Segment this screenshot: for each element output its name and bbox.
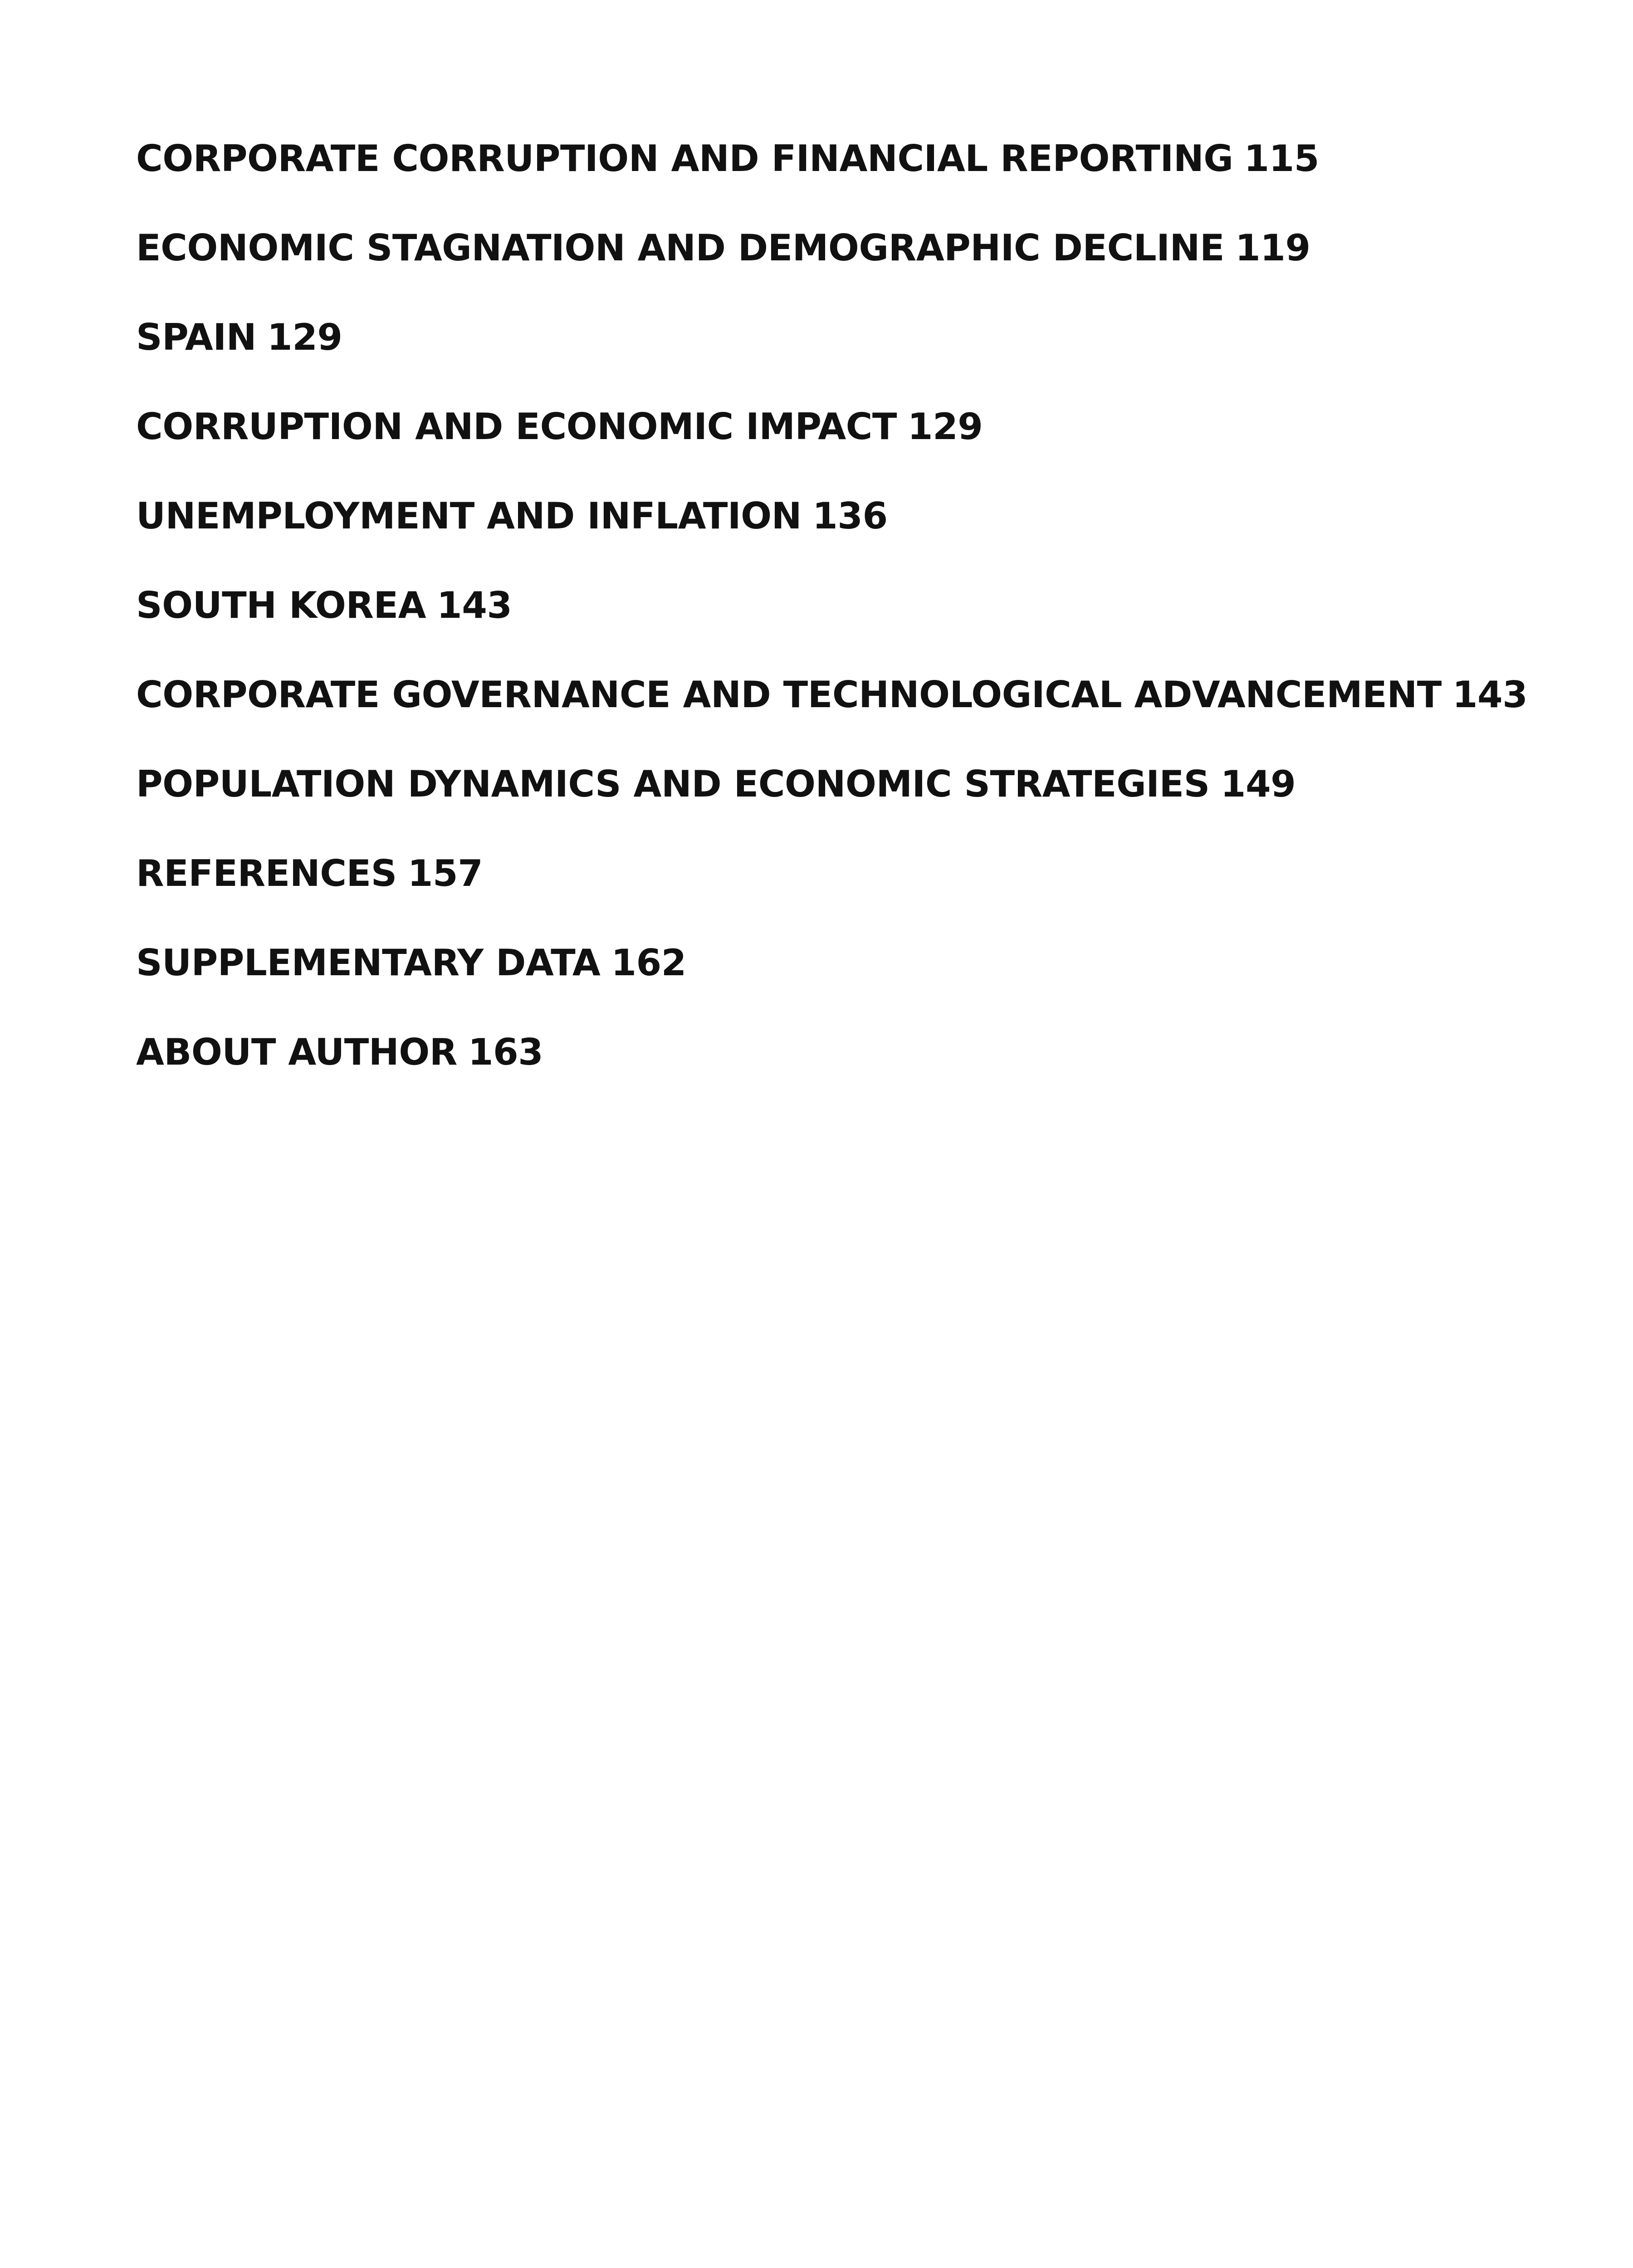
toc-entry-page: 136 [812, 495, 888, 537]
toc-entry[interactable] [136, 851, 483, 896]
toc-entry-title: UNEMPLOYMENT AND INFLATION [136, 495, 802, 537]
toc-entry-page: 157 [407, 852, 483, 894]
toc-entry-title: SOUTH KOREA [136, 584, 426, 626]
toc-entry-page: 149 [1220, 763, 1296, 805]
toc-entry[interactable] [136, 315, 342, 360]
toc-entry-title: POPULATION DYNAMICS AND ECONOMIC STRATEGIES [136, 763, 1210, 805]
toc-entry[interactable] [136, 672, 1527, 718]
toc-entry[interactable] [136, 494, 888, 539]
toc-entry[interactable] [136, 225, 1310, 271]
toc-entry[interactable] [136, 136, 1319, 181]
toc-entry-page: 143 [437, 584, 512, 626]
toc-entry-title: REFERENCES [136, 852, 397, 894]
toc-entry-page: 129 [907, 406, 983, 448]
toc-entry-title: SPAIN [136, 316, 257, 358]
toc-entry[interactable] [136, 1030, 543, 1075]
toc-entry-title: ABOUT AUTHOR [136, 1031, 457, 1073]
toc-entry-title: SUPPLEMENTARY DATA [136, 942, 601, 984]
toc-entry[interactable] [136, 583, 512, 628]
toc-entry-page: 119 [1235, 227, 1310, 269]
toc-entry[interactable] [136, 762, 1296, 807]
toc-entry-page: 163 [468, 1031, 543, 1073]
toc-entry-page: 143 [1452, 674, 1528, 716]
toc-entry[interactable] [136, 940, 686, 986]
toc-entry-title: CORPORATE GOVERNANCE AND TECHNOLOGICAL ADVANCEMENT [136, 674, 1442, 716]
toc-entry-page: 115 [1244, 137, 1319, 180]
toc-entry-page: 162 [611, 942, 686, 984]
toc-entry-page: 129 [267, 316, 342, 358]
toc-entry-title: CORRUPTION AND ECONOMIC IMPACT [136, 406, 897, 448]
toc-entry-title: ECONOMIC STAGNATION AND DEMOGRAPHIC DECLINE [136, 227, 1225, 269]
toc-entry-title: CORPORATE CORRUPTION AND FINANCIAL REPORTING [136, 137, 1233, 180]
toc-entry[interactable] [136, 404, 983, 450]
